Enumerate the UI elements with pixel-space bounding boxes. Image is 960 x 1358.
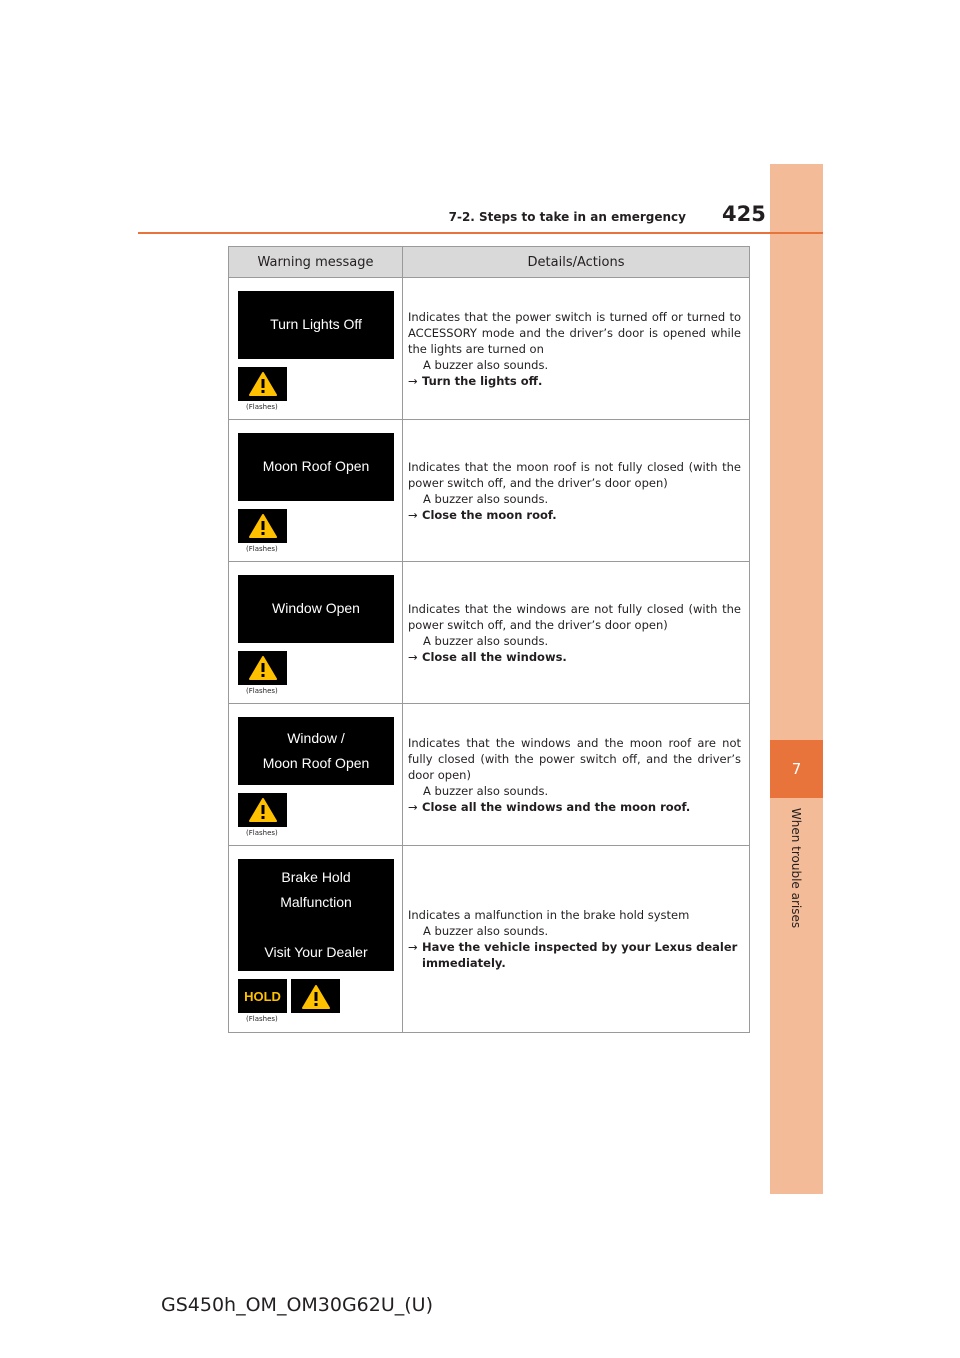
warning-image-cell — [229, 278, 403, 420]
action — [408, 373, 741, 389]
warning-icon — [238, 509, 287, 543]
table-row — [229, 846, 750, 1033]
display-screen — [238, 575, 394, 643]
warning-message-table — [228, 246, 750, 1033]
section-title: 7-2. Steps to take in an emergency — [448, 210, 686, 224]
details-cell — [403, 562, 750, 704]
icon-group — [238, 793, 394, 827]
flashes-note: (Flashes) — [246, 1015, 278, 1023]
arrow-right-icon: → — [408, 799, 418, 814]
table-row — [229, 278, 750, 420]
table-row — [229, 704, 750, 846]
action-text: Turn the lights off. — [422, 373, 543, 388]
icon-group — [238, 979, 394, 1013]
page-number: 425 — [722, 202, 766, 226]
screen-text: Window / — [287, 729, 345, 746]
details-cell — [403, 420, 750, 562]
description: Indicates a malfunction in the brake hold system — [408, 908, 690, 922]
warning-image-cell — [229, 420, 403, 562]
screen-text: Moon Roof Open — [262, 754, 370, 771]
buzzer-note: A buzzer also sounds. — [423, 491, 549, 506]
column-header-warning-message: Warning message — [229, 247, 403, 278]
arrow-right-icon: → — [408, 649, 418, 664]
icon-group — [238, 509, 394, 543]
screen-text: Visit Your Dealer — [264, 944, 368, 960]
warning-icon — [238, 651, 287, 685]
description: Indicates that the windows and the moon roof are not fully closed (with the power switch off, and the driver’s door open) — [408, 735, 741, 782]
description: Indicates that the moon roof is not fully closed (with the power switch off, and the driver’s door open) — [408, 459, 741, 490]
action — [408, 939, 741, 971]
side-tab — [770, 164, 823, 1194]
icon-group — [238, 651, 394, 685]
display-screen — [238, 433, 394, 501]
warning-icon — [238, 793, 287, 827]
column-header-details-actions: Details/Actions — [403, 247, 750, 278]
description: Indicates that the windows are not fully closed (with the power switch off, and the driver’s door open) — [408, 601, 741, 632]
warning-icon — [291, 979, 340, 1013]
action-text: Close all the windows and the moon roof. — [422, 799, 691, 814]
description: Indicates that the power switch is turned off or turned to ACCESSORY mode and the driver’s door is opened while the lights are turned on — [408, 309, 741, 356]
action-text: Have the vehicle inspected by your Lexus dealer immediately. — [422, 940, 738, 970]
document-code: GS450h_OM_OM30G62U_(U) — [161, 1294, 434, 1316]
warning-image-cell — [229, 846, 403, 1033]
buzzer-note: A buzzer also sounds. — [423, 924, 549, 938]
buzzer-note: A buzzer also sounds. — [423, 633, 549, 648]
chapter-title: When trouble arises — [789, 807, 803, 929]
buzzer-note: A buzzer also sounds. — [423, 783, 549, 798]
arrow-right-icon: → — [408, 940, 418, 954]
display-screen — [238, 717, 394, 785]
screen-text: Moon Roof Open — [262, 458, 370, 474]
buzzer-note: A buzzer also sounds. — [423, 357, 549, 372]
chapter-number: 7 — [770, 740, 823, 798]
flashes-note: (Flashes) — [246, 544, 278, 553]
arrow-right-icon: → — [408, 507, 418, 522]
screen-text: Malfunction — [280, 894, 352, 910]
action-text: Close all the windows. — [422, 649, 567, 664]
flashes-note: (Flashes) — [246, 828, 278, 837]
action-text: Close the moon roof. — [422, 507, 557, 522]
flashes-note: (Flashes) — [246, 402, 278, 411]
flashes-note: (Flashes) — [246, 686, 278, 695]
warning-image-cell — [229, 704, 403, 846]
warning-image-cell — [229, 562, 403, 704]
screen-text: Window Open — [272, 600, 360, 616]
screen-text: Brake Hold — [281, 869, 351, 885]
hold-indicator-icon: HOLD — [238, 979, 287, 1013]
display-screen — [238, 859, 394, 971]
action — [408, 799, 741, 815]
action — [408, 507, 741, 523]
display-screen — [238, 291, 394, 359]
screen-text: Turn Lights Off — [270, 316, 362, 332]
header-rule — [138, 232, 823, 234]
table-header-row — [229, 247, 750, 278]
details-cell — [403, 278, 750, 420]
icon-group — [238, 367, 394, 401]
arrow-right-icon: → — [408, 373, 418, 388]
details-cell — [403, 846, 750, 1033]
details-cell — [403, 704, 750, 846]
warning-icon — [238, 367, 287, 401]
table-row — [229, 562, 750, 704]
table-row — [229, 420, 750, 562]
action — [408, 649, 741, 665]
